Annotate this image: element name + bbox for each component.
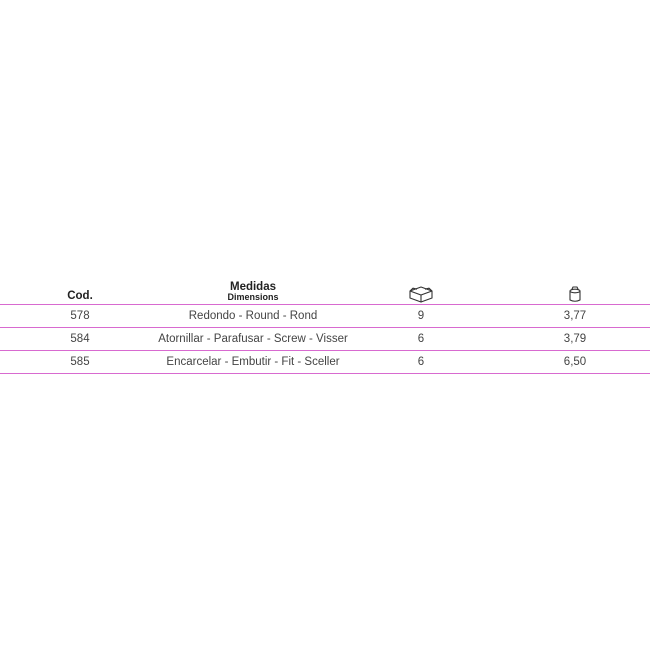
row-box-quantity: 6 (417, 333, 425, 345)
row-code: 578 (70, 310, 90, 322)
dimensions-header-sublabel: Dimensions (227, 292, 279, 303)
row-description: Encarcelar - Embutir - Fit - Sceller (166, 356, 340, 368)
row-box-quantity: 6 (417, 356, 425, 368)
row-price: 6,50 (563, 356, 587, 368)
row-box-quantity: 9 (417, 310, 425, 322)
dimensions-header (128, 276, 378, 306)
row-code: 584 (70, 333, 90, 345)
row-description: Redondo - Round - Rond (188, 310, 318, 322)
code-header: Cod. (67, 290, 93, 302)
table-header (0, 276, 650, 305)
box-icon (390, 276, 452, 308)
row-code: 585 (70, 356, 90, 368)
package-unit-icon (540, 276, 610, 308)
table-row (0, 305, 650, 328)
row-description: Atornillar - Parafusar - Screw - Visser (158, 333, 348, 345)
table-row (0, 351, 650, 374)
row-price: 3,79 (563, 333, 587, 345)
row-price: 3,77 (563, 310, 587, 322)
table-row (0, 328, 650, 351)
dimensions-header-label: Medidas (229, 281, 276, 294)
product-table (0, 276, 650, 374)
